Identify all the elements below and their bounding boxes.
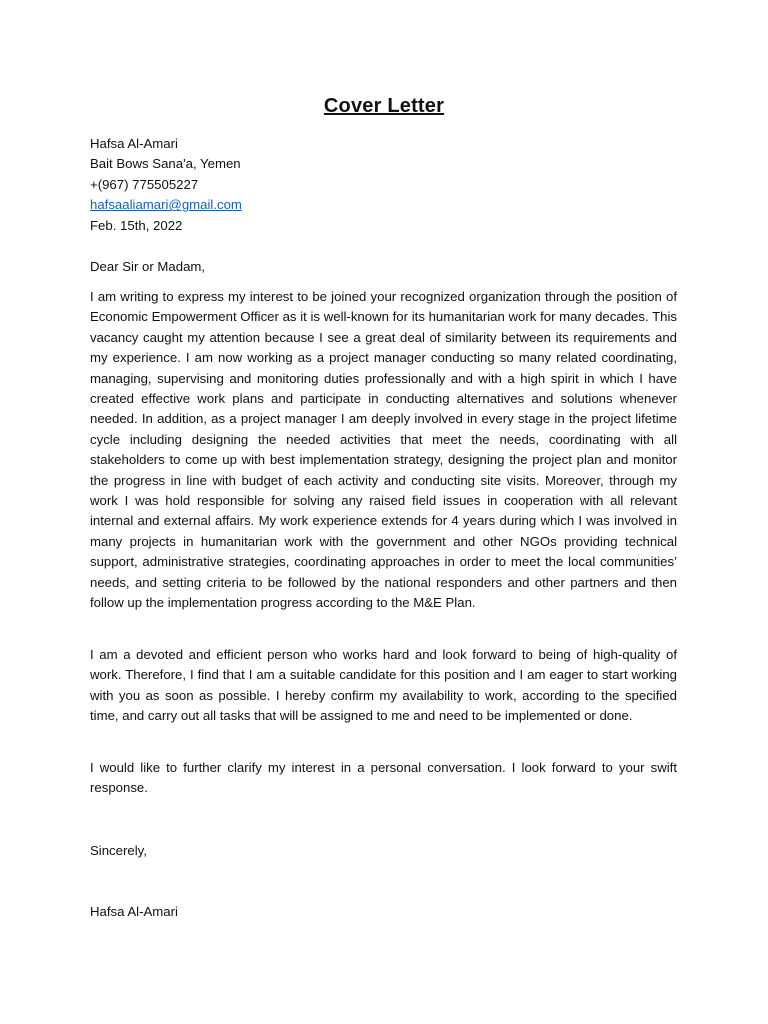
letter-title: Cover Letter xyxy=(323,95,445,117)
sender-address: Bait Bows Sana'a, Yemen xyxy=(90,156,241,172)
sender-phone: +(967) 775505227 xyxy=(90,176,199,192)
closing: Sincerely, xyxy=(90,843,147,858)
letter-date: Feb. 15th, 2022 xyxy=(90,217,183,233)
sender-name: Hafsa Al-Amari xyxy=(90,136,178,151)
sender-details xyxy=(90,134,677,236)
sender-email-link[interactable]: hafsaaliamari@gmail.com xyxy=(90,197,242,213)
body-paragraph-1: I am writing to express my interest to be joined your recognized organization through the position of Economic Empowerment Officer as it is well-known for its humanitarian work for many decades. This vacancy caught my attention because I see a great deal of similarity between its requirements and my experience. I am now working as a project manager conducting so many related coordinating, managing, supervising and monitoring duties professionally and with a high spirit in which I have created effective work plans and participate in conducting alternatives and solutions whenever needed. In addition, as a project manager I am deeply involved in every stage in the project lifetime cycle including designing the needed activities that meet the needs, coordinating with all stakeholders to come up with best implementation strategy, designing the project plan and monitor the progress in line with budget of each activity and conducting site visits. Moreover, through my work I was hold responsible for solving any raised field issues in cooperation with all relevant internal and external affairs. My work experience extends for 4 years during which I was involved in many projects in humanitarian work with the government and other NGOs providing technical support, administrative strategies, coordinating approaches in order to meet the local communities’ needs, and setting criteria to be followed by the national responders and other partners and then follow up the implementation progress according to the M&E Plan. xyxy=(90,289,677,611)
body-paragraph-2: I am a devoted and efficient person who works hard and look forward to being of high-quality of work. Therefore, I find that I am a suitable candidate for this position and I am eager to start working with you as soon as possible. I hereby confirm my availability to work, according to the specified time, and carry out all tasks that will be assigned to me and need to be implemented or done. xyxy=(90,647,677,724)
salutation: Dear Sir or Madam, xyxy=(90,259,206,274)
body-paragraph-3: I would like to further clarify my interest in a personal conversation. I look forward to your swift response. xyxy=(90,760,677,796)
signature-name: Hafsa Al-Amari xyxy=(90,904,178,919)
